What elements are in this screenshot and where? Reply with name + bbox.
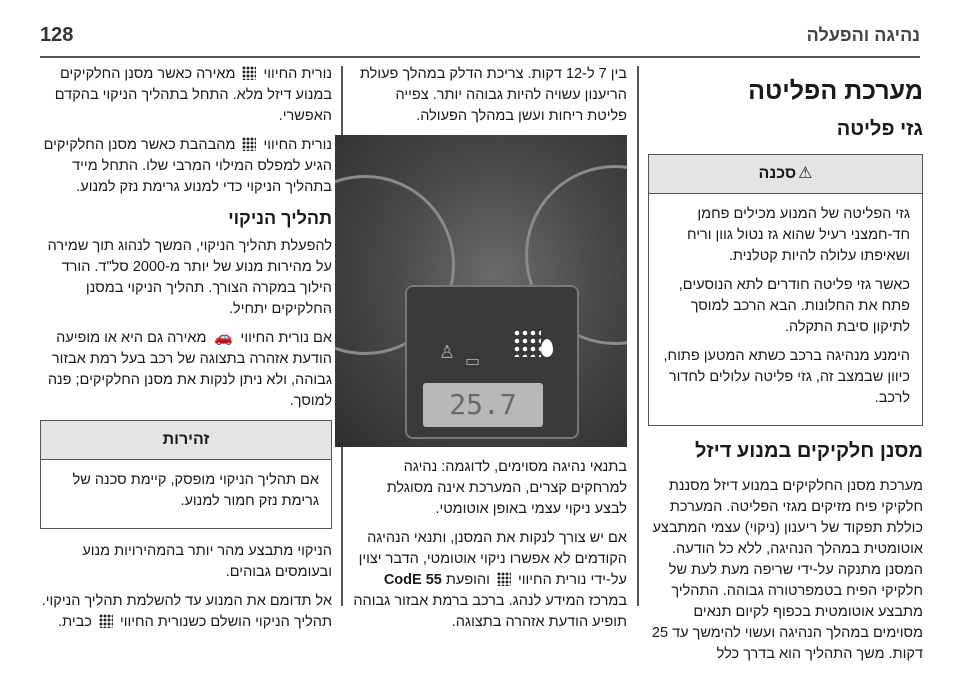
danger-box <box>648 154 923 426</box>
header-rule <box>40 56 920 58</box>
page-number: 128 <box>40 23 74 46</box>
dpf-indicator-icon <box>242 66 256 80</box>
text-fragment: והופעת <box>445 572 490 588</box>
danger-paragraph: גזי הפליטה של המנוע מכילים פחמן חד-חמצני רעיל שהוא גז נטול גוון וריח ושאיפתו עלולה להיות קטלנית. <box>686 206 910 264</box>
danger-paragraph: הימנע מנהיגה ברכב כשתא המטען פתוח, כיוון שבמצב זה, גזי פליטה עלולים לחדור לרכב. <box>663 348 910 406</box>
caution-box <box>40 420 332 529</box>
danger-box-header <box>649 155 922 194</box>
right-column <box>648 64 923 673</box>
car-malfunction-icon: 🚗 <box>214 329 233 346</box>
cleaning-required-paragraph <box>352 528 627 633</box>
door-open-icon: ▭ <box>465 353 481 370</box>
text-fragment: במרכז המידע לנהג. ברכב ברמת אבזור גבוהה תופיע הודעת אזהרה בתצוגה. <box>353 593 627 630</box>
cleaning-process-heading: תהליך הניקוי <box>228 208 332 228</box>
text-fragment: כבית. <box>58 614 92 630</box>
code-e55-label: CodE 55 <box>383 572 442 588</box>
text-fragment: אם יש צורך לנקות את המסנן, ותנאי הנהיגה הקודמים לא אפשרו ניקוי אוטומטי, הדבר יצוין על-ידי נורית החיווי <box>358 530 627 588</box>
caution-paragraph: אם תהליך הניקוי מופסק, קיימת סכנה של גרימת נזק חמור למנוע. <box>72 472 319 509</box>
text-fragment: מהבהבת כאשר מסנן החלקיקים הגיע למפלס המילוי המרבי שלו. התחל מייד בתהליך הניקוי כדי למנוע גרימת נזק למנוע. <box>43 137 332 195</box>
section-title: נהיגה והפעלה <box>806 24 920 45</box>
indicator-lit-paragraph <box>40 64 332 127</box>
speed-load-paragraph: הניקוי מתבצע מהר יותר בהמהירויות מנוע ובעומסים גבוהים. <box>82 543 332 580</box>
dpf-indicator-icon <box>99 614 113 628</box>
danger-box-body <box>649 194 922 425</box>
middle-column <box>352 64 627 641</box>
cleaning-process-paragraph: להפעלת תהליך הניקוי, המשך לנהוג תוך שמירה על מהירות מנוע של יותר מ-2000 סל"ד. הורד הילוך במקרה הצורך. תהליך הניקוי במסנן החלקיקים יתחיל. <box>47 238 332 317</box>
caution-box-body <box>41 460 331 528</box>
caution-box-header: זהירות <box>41 421 331 460</box>
column-divider-right <box>637 66 639 606</box>
danger-box-title: סכנה <box>758 165 797 182</box>
seatbelt-icon: ♙ <box>439 342 456 362</box>
regeneration-duration-paragraph: בין 7 ל-12 דקות. צריכת הדלק במהלך פעולת הריענון עשויה להיות גבוהה יותר. צפייה פליטת ריחות ועשן במהלך הפעולה. <box>359 66 627 124</box>
page-header <box>40 18 920 52</box>
text-fragment: אם נורית החיווי <box>240 330 332 346</box>
text-fragment: נורית החיווי <box>263 66 332 82</box>
completion-paragraph <box>40 591 332 633</box>
text-fragment: מאירה גם היא או מופיעה הודעת אזהרה בתצוגה של רכב בעל רמת אבזור גבוהה, ולא ניתן לנקות את מסנן החלקיקים; פנה למוסך. <box>47 330 332 409</box>
dpf-indicator-icon <box>511 325 563 369</box>
dpf-heading: מסנן חלקיקים במנוע דיזל <box>694 440 923 462</box>
text-fragment: מאירה כאשר מסנן החלקיקים במנוע דיזל מלא. התחל בתהליך הניקוי בהקדם האפשרי. <box>54 66 332 124</box>
malfunction-paragraph <box>40 328 332 412</box>
text-fragment: אל תדומם את המנוע עד להשלמת תהליך הניקוי. תהליך הניקוי הושלם כשנורית החיווי <box>41 593 332 630</box>
indicator-flashing-paragraph <box>40 135 332 198</box>
main-heading: מערכת הפליטה <box>748 77 923 105</box>
instrument-cluster-photo <box>335 135 627 447</box>
left-column <box>40 64 332 641</box>
dpf-paragraph: מערכת מסנן החלקיקים במנוע דיזל מסננת חלקיקי פיח מזיקים מגזי הפליטה. המערכת כוללת תפקוד של ריענון (ניקוי) עצמי המתבצע אוטומטית במהלך הנהיגה, ללא כל הודעה. המסנן מתנקה על-ידי שריפה מעת לעת של חלקיקי הפיח בטמפרטורה גבוהה. התהליך מתבצע אוטומטית בכפוף לקיום תנאים מסוימים במהלך הנהיגה ועשוי להימשך עד 25 דקות. משך התהליך הוא בדרך כלל <box>651 478 923 662</box>
dpf-indicator-icon <box>497 572 511 586</box>
driving-conditions-paragraph: בתנאי נהיגה מסוימים, לדוגמה: נהיגה למרחקים קצרים, המערכת אינה מסוגלת לבצע ניקוי עצמי באופן אוטומטי. <box>386 459 627 517</box>
sub-heading-exhaust-gases: גזי פליטה <box>836 118 923 140</box>
warning-triangle-icon: ⚠ <box>798 165 813 182</box>
danger-paragraph: כאשר גזי פליטה חודרים לתא הנוסעים, פתח את החלונות. הבא הרכב למוסך לתיקון סיבת התקלה. <box>678 277 910 335</box>
lcd-display: 25.7 <box>423 383 543 427</box>
text-fragment: נורית החיווי <box>263 137 332 153</box>
dpf-indicator-icon <box>242 137 256 151</box>
